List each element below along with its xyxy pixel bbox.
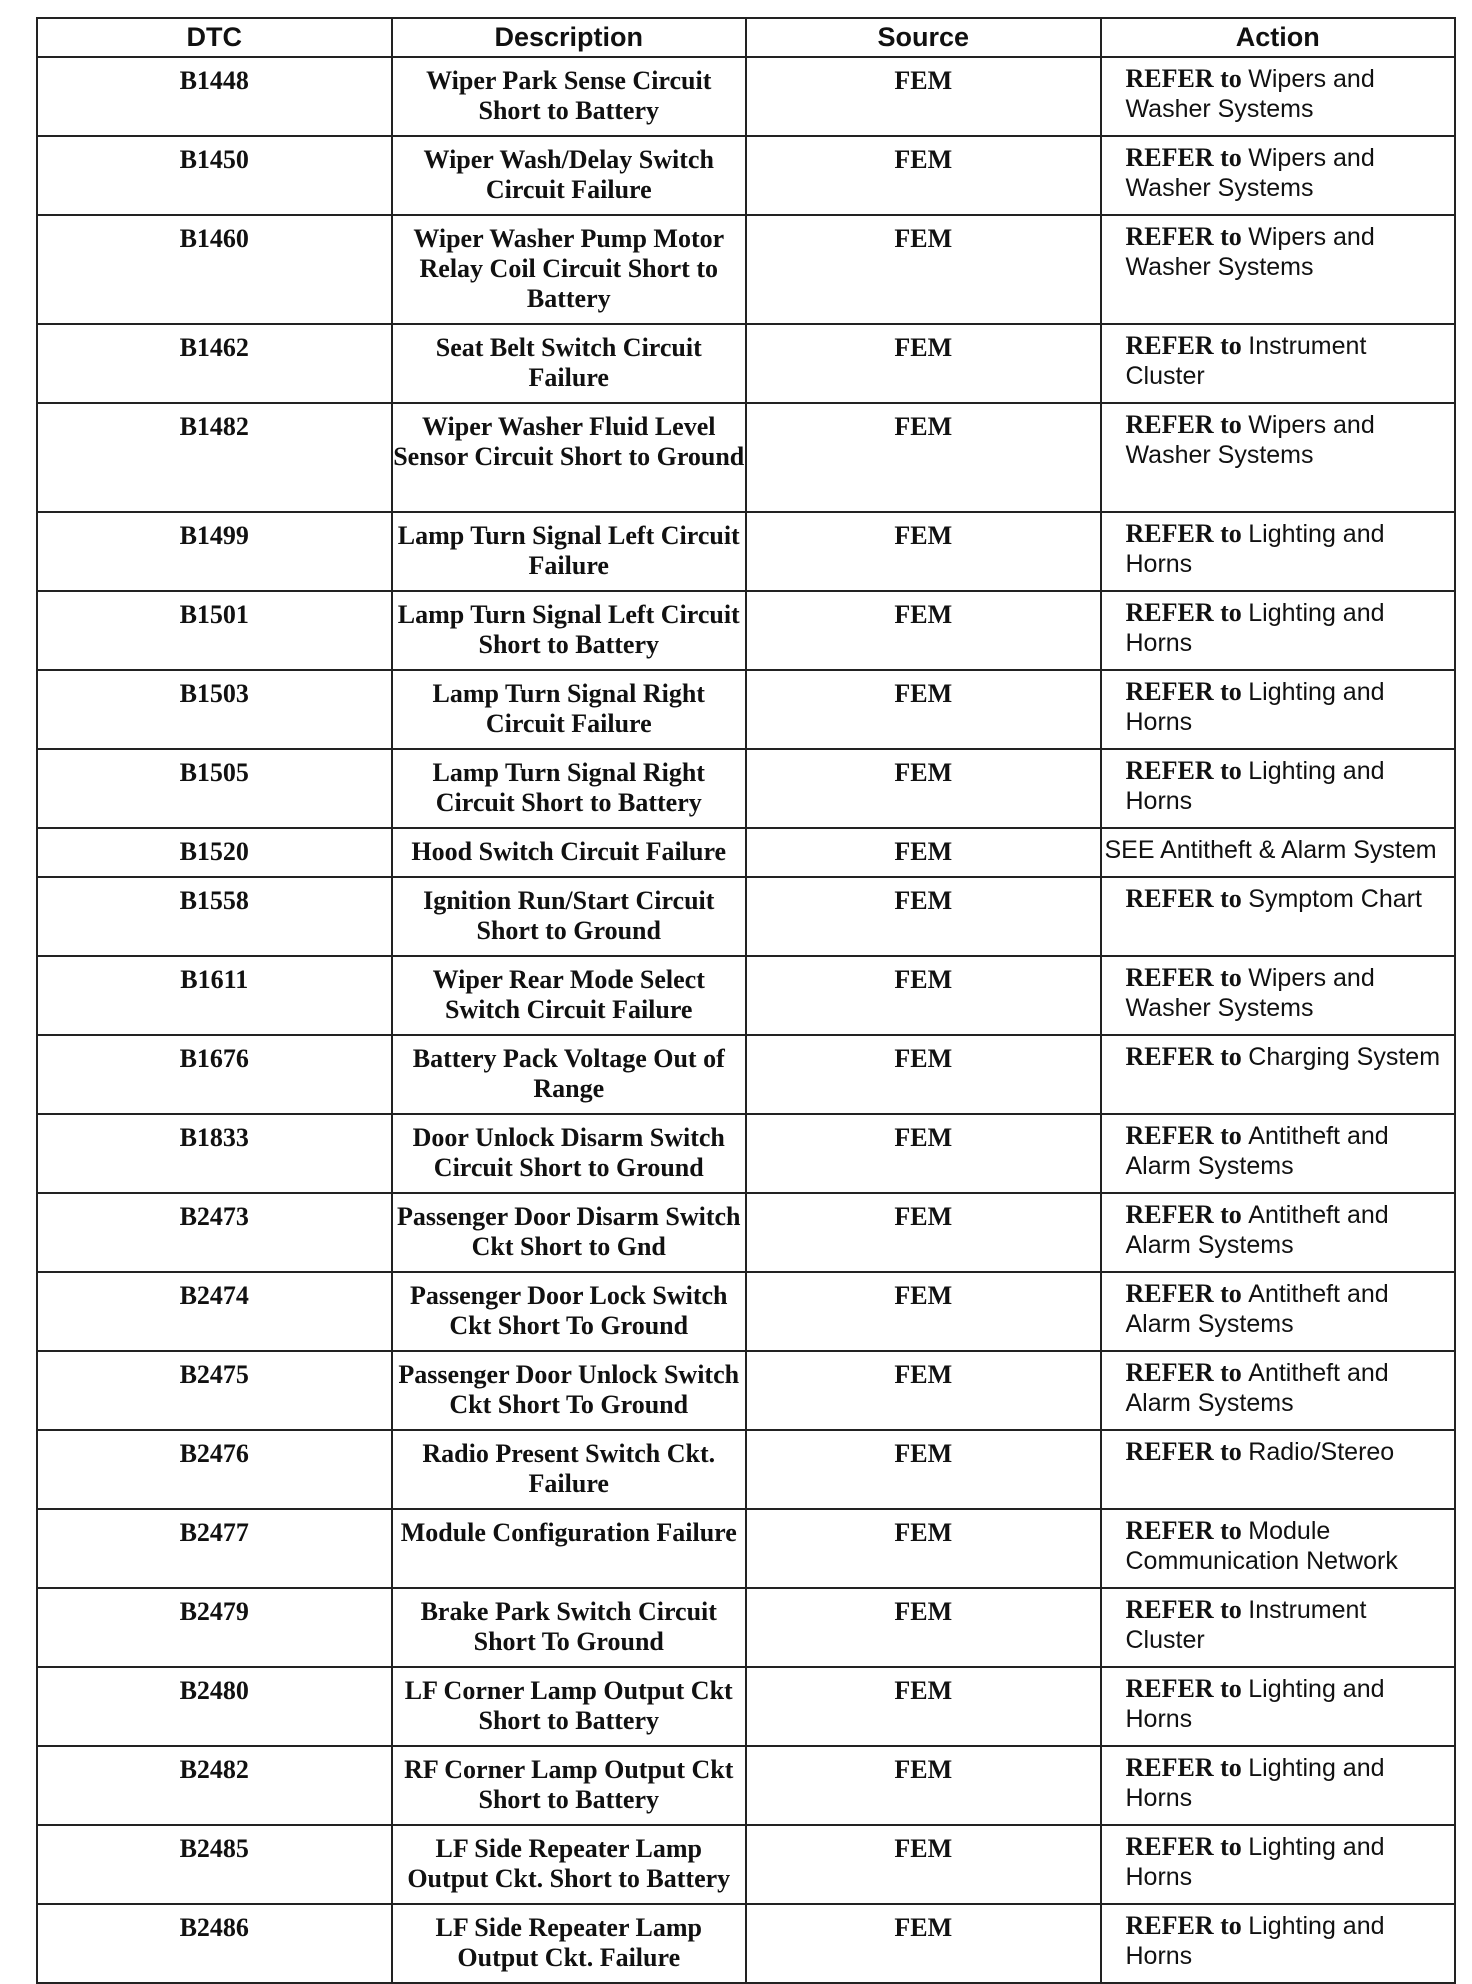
table-row — [37, 512, 1455, 591]
dtc-description: Wiper Rear Mode Select Switch Circuit Failure — [392, 956, 747, 1035]
action-prefix: REFER to — [1125, 598, 1242, 627]
dtc-description: LF Corner Lamp Output Ckt Short to Battery — [392, 1667, 747, 1746]
table-row — [37, 591, 1455, 670]
dtc-source: FEM — [746, 591, 1101, 670]
dtc-source: FEM — [746, 1825, 1101, 1904]
table-row — [37, 1904, 1455, 1983]
dtc-source: FEM — [746, 877, 1101, 956]
table-row — [37, 877, 1455, 956]
action-prefix: REFER to — [1125, 1358, 1242, 1387]
action-target: Wipers and Washer Systems — [1125, 65, 1375, 123]
action-target: Lighting and Horns — [1125, 1754, 1385, 1812]
dtc-action — [1101, 403, 1456, 512]
action-target: Antitheft and Alarm Systems — [1125, 1359, 1389, 1417]
dtc-action — [1101, 1035, 1456, 1114]
dtc-action — [1101, 1746, 1456, 1825]
dtc-source: FEM — [746, 136, 1101, 215]
dtc-code: B1676 — [37, 1035, 392, 1114]
table-row — [37, 57, 1455, 136]
table-row — [37, 1193, 1455, 1272]
header-description: Description — [392, 18, 747, 57]
dtc-description: Hood Switch Circuit Failure — [392, 828, 747, 877]
action-prefix: REFER to — [1125, 1516, 1242, 1545]
action-prefix: REFER to — [1125, 1437, 1242, 1466]
dtc-code: B1503 — [37, 670, 392, 749]
action-prefix: REFER to — [1125, 519, 1242, 548]
dtc-action — [1101, 324, 1456, 403]
dtc-source: FEM — [746, 1430, 1101, 1509]
dtc-description: Passenger Door Unlock Switch Ckt Short To Ground — [392, 1351, 747, 1430]
dtc-description: Battery Pack Voltage Out of Range — [392, 1035, 747, 1114]
action-prefix: REFER to — [1125, 410, 1242, 439]
dtc-description: Lamp Turn Signal Right Circuit Short to Battery — [392, 749, 747, 828]
dtc-action — [1101, 1667, 1456, 1746]
dtc-action — [1101, 956, 1456, 1035]
dtc-table — [36, 17, 1456, 1984]
dtc-action — [1101, 512, 1456, 591]
action-target: Instrument Cluster — [1125, 1596, 1367, 1654]
dtc-description: Seat Belt Switch Circuit Failure — [392, 324, 747, 403]
action-prefix: REFER to — [1125, 677, 1242, 706]
dtc-action — [1101, 1825, 1456, 1904]
dtc-code: B2485 — [37, 1825, 392, 1904]
dtc-source: FEM — [746, 1351, 1101, 1430]
action-target: Radio/Stereo — [1248, 1438, 1395, 1466]
table-row — [37, 215, 1455, 324]
action-prefix: REFER to — [1125, 963, 1242, 992]
table-header-row — [37, 18, 1455, 57]
dtc-code: B1833 — [37, 1114, 392, 1193]
action-target: Instrument Cluster — [1125, 332, 1367, 390]
action-prefix: REFER to — [1125, 1832, 1242, 1861]
action-prefix: REFER to — [1125, 756, 1242, 785]
dtc-description: Wiper Washer Pump Motor Relay Coil Circuit Short to Battery — [392, 215, 747, 324]
action-target: Symptom Chart — [1248, 885, 1422, 913]
dtc-action — [1101, 215, 1456, 324]
action-target: Lighting and Horns — [1125, 1912, 1385, 1970]
dtc-source: FEM — [746, 1114, 1101, 1193]
action-target: Antitheft and Alarm Systems — [1125, 1280, 1389, 1338]
dtc-code: B2480 — [37, 1667, 392, 1746]
dtc-description: RF Corner Lamp Output Ckt Short to Battery — [392, 1746, 747, 1825]
table-row — [37, 136, 1455, 215]
dtc-source: FEM — [746, 512, 1101, 591]
dtc-code: B1611 — [37, 956, 392, 1035]
action-target: Lighting and Horns — [1125, 678, 1385, 736]
dtc-action — [1101, 749, 1456, 828]
dtc-description: Wiper Park Sense Circuit Short to Battery — [392, 57, 747, 136]
action-prefix: REFER to — [1125, 1595, 1242, 1624]
dtc-action — [1101, 591, 1456, 670]
dtc-code: B2473 — [37, 1193, 392, 1272]
table-row — [37, 1667, 1455, 1746]
table-row — [37, 749, 1455, 828]
dtc-source: FEM — [746, 1667, 1101, 1746]
action-target: Charging System — [1248, 1043, 1441, 1071]
dtc-code: B1505 — [37, 749, 392, 828]
dtc-code: B2476 — [37, 1430, 392, 1509]
action-target: Wipers and Washer Systems — [1125, 223, 1375, 281]
table-row — [37, 1272, 1455, 1351]
table-row — [37, 1825, 1455, 1904]
dtc-code: B1462 — [37, 324, 392, 403]
dtc-action — [1101, 1904, 1456, 1983]
dtc-source: FEM — [746, 1588, 1101, 1667]
dtc-code: B1482 — [37, 403, 392, 512]
header-action: Action — [1101, 18, 1456, 57]
action-target: Antitheft and Alarm Systems — [1125, 1122, 1389, 1180]
table-row — [37, 403, 1455, 512]
dtc-source: FEM — [746, 57, 1101, 136]
dtc-source: FEM — [746, 1746, 1101, 1825]
table-row — [37, 956, 1455, 1035]
dtc-action — [1101, 1588, 1456, 1667]
action-target: Lighting and Horns — [1125, 599, 1385, 657]
dtc-source: FEM — [746, 956, 1101, 1035]
action-prefix: REFER to — [1125, 1911, 1242, 1940]
dtc-source: FEM — [746, 1193, 1101, 1272]
action-prefix: REFER to — [1125, 1121, 1242, 1150]
dtc-description: Radio Present Switch Ckt. Failure — [392, 1430, 747, 1509]
action-prefix: REFER to — [1125, 331, 1242, 360]
dtc-description: Module Configuration Failure — [392, 1509, 747, 1588]
dtc-description: LF Side Repeater Lamp Output Ckt. Failure — [392, 1904, 747, 1983]
dtc-code: B2482 — [37, 1746, 392, 1825]
action-target: Lighting and Horns — [1125, 520, 1385, 578]
dtc-description: Wiper Washer Fluid Level Sensor Circuit Short to Ground — [392, 403, 747, 512]
dtc-action — [1101, 1509, 1456, 1588]
dtc-source: FEM — [746, 1509, 1101, 1588]
dtc-source: FEM — [746, 670, 1101, 749]
action-target: Antitheft and Alarm Systems — [1125, 1201, 1389, 1259]
dtc-source: FEM — [746, 403, 1101, 512]
dtc-description: Brake Park Switch Circuit Short To Ground — [392, 1588, 747, 1667]
header-dtc: DTC — [37, 18, 392, 57]
dtc-source: FEM — [746, 1272, 1101, 1351]
dtc-code: B1450 — [37, 136, 392, 215]
dtc-source: FEM — [746, 1904, 1101, 1983]
dtc-code: B1448 — [37, 57, 392, 136]
dtc-code: B2477 — [37, 1509, 392, 1588]
dtc-description: LF Side Repeater Lamp Output Ckt. Short to Battery — [392, 1825, 747, 1904]
dtc-action — [1101, 1114, 1456, 1193]
table-row — [37, 828, 1455, 877]
action-target: Module Communication Network — [1125, 1517, 1398, 1575]
dtc-code: B2475 — [37, 1351, 392, 1430]
dtc-code: B1499 — [37, 512, 392, 591]
dtc-description: Lamp Turn Signal Left Circuit Short to Battery — [392, 591, 747, 670]
table-row — [37, 324, 1455, 403]
table-row — [37, 670, 1455, 749]
table-row — [37, 1351, 1455, 1430]
dtc-action — [1101, 1351, 1456, 1430]
dtc-source: FEM — [746, 324, 1101, 403]
table-row — [37, 1035, 1455, 1114]
header-source: Source — [746, 18, 1101, 57]
dtc-code: B1558 — [37, 877, 392, 956]
action-prefix: REFER to — [1125, 884, 1242, 913]
dtc-description: Door Unlock Disarm Switch Circuit Short to Ground — [392, 1114, 747, 1193]
dtc-code: B1520 — [37, 828, 392, 877]
dtc-description: Passenger Door Lock Switch Ckt Short To Ground — [392, 1272, 747, 1351]
action-prefix: REFER to — [1125, 222, 1242, 251]
action-prefix: REFER to — [1125, 1200, 1242, 1229]
dtc-description: Lamp Turn Signal Left Circuit Failure — [392, 512, 747, 591]
action-prefix: REFER to — [1125, 64, 1242, 93]
action-prefix: REFER to — [1125, 143, 1242, 172]
dtc-code: B2486 — [37, 1904, 392, 1983]
action-prefix: REFER to — [1125, 1042, 1242, 1071]
dtc-code: B1501 — [37, 591, 392, 670]
dtc-source: FEM — [746, 215, 1101, 324]
table-row — [37, 1430, 1455, 1509]
action-prefix: REFER to — [1125, 1674, 1242, 1703]
action-target: Lighting and Horns — [1125, 1833, 1385, 1891]
action-prefix: REFER to — [1125, 1279, 1242, 1308]
dtc-description: Lamp Turn Signal Right Circuit Failure — [392, 670, 747, 749]
action-target: Wipers and Washer Systems — [1125, 964, 1375, 1022]
dtc-action: SEE Antitheft & Alarm System — [1101, 828, 1456, 877]
dtc-action — [1101, 1430, 1456, 1509]
table-row — [37, 1509, 1455, 1588]
table-row — [37, 1746, 1455, 1825]
dtc-code: B1460 — [37, 215, 392, 324]
dtc-action — [1101, 57, 1456, 136]
dtc-action — [1101, 1272, 1456, 1351]
table-row — [37, 1114, 1455, 1193]
dtc-description: Wiper Wash/Delay Switch Circuit Failure — [392, 136, 747, 215]
dtc-description: Ignition Run/Start Circuit Short to Ground — [392, 877, 747, 956]
dtc-code: B2474 — [37, 1272, 392, 1351]
dtc-action — [1101, 877, 1456, 956]
action-target: Wipers and Washer Systems — [1125, 144, 1375, 202]
dtc-code: B2479 — [37, 1588, 392, 1667]
table-row — [37, 1588, 1455, 1667]
action-prefix: REFER to — [1125, 1753, 1242, 1782]
action-target: Lighting and Horns — [1125, 757, 1385, 815]
action-target: Wipers and Washer Systems — [1125, 411, 1375, 469]
dtc-source: FEM — [746, 749, 1101, 828]
dtc-action — [1101, 1193, 1456, 1272]
dtc-source: FEM — [746, 828, 1101, 877]
dtc-action — [1101, 136, 1456, 215]
dtc-action — [1101, 670, 1456, 749]
dtc-source: FEM — [746, 1035, 1101, 1114]
action-target: Lighting and Horns — [1125, 1675, 1385, 1733]
dtc-description: Passenger Door Disarm Switch Ckt Short to Gnd — [392, 1193, 747, 1272]
